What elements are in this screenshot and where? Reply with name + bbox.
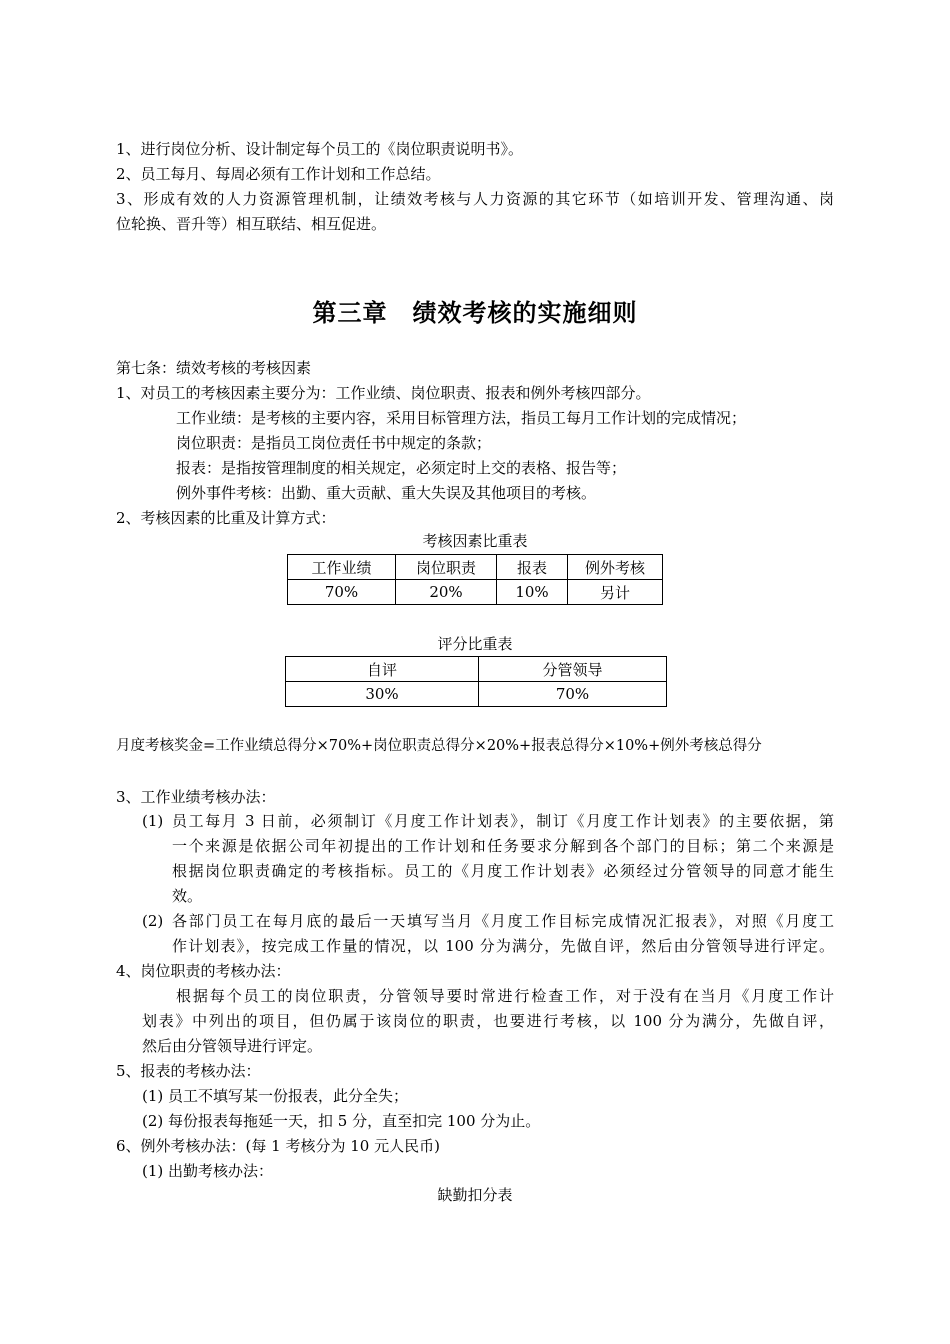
weight-header-cell: 报表 [497,555,568,580]
item-4-line-1: 根据每个员工的岗位职责，分管领导要时常进行检查工作，对于没有在当月《月度工作计 [176,987,834,1005]
table-row [288,580,663,605]
item-4-heading: 4、岗位职责的考核办法： [116,962,291,980]
chapter-title: 第三章 绩效考核的实施细则 [312,299,638,327]
item-3-p1-line-2: 一个来源是依据公司年初提出的工作计划和任务要求分解到各个部门的目标；第二个来源是 [172,837,834,855]
item-6-line-1: (1) 出勤考核办法： [142,1162,274,1180]
article-7-item-1: 1、对员工的考核因素主要分为：工作业绩、岗位职责、报表和例外考核四部分。 [116,384,651,402]
weight-header-cell: 例外考核 [568,555,663,580]
item-3-p2-number: (2) [142,912,164,930]
table-row [286,682,667,707]
article-7-item-2: 2、考核因素的比重及计算方式： [116,509,336,527]
item-3-p1-line-1: 员工每月 3 日前，必须制订《月度工作计划表》，制订《月度工作计划表》的主要依据，第 [172,812,834,830]
score-table-caption: 评分比重表 [437,635,513,653]
weight-value-cell: 70% [288,580,396,605]
weight-value-cell: 10% [497,580,568,605]
intro-item-3-line-2: 位轮换、晋升等）相互联结、相互促进。 [116,215,387,233]
item-5-line-1: (1) 员工不填写某一份报表，此分全失； [142,1087,409,1105]
score-header-cell: 分管领导 [479,657,667,682]
intro-item-1: 1、进行岗位分析、设计制定每个员工的《岗位职责说明书》。 [116,140,524,158]
intro-item-3-line-1: 3、形成有效的人力资源管理机制，让绩效考核与人力资源的其它环节（如培训开发、管理沟通、岗 [116,190,834,208]
weight-value-cell: 20% [396,580,497,605]
bonus-formula: 月度考核奖金=工作业绩总得分×70%+岗位职责总得分×20%+报表总得分×10%+例外考核总得分 [116,738,762,754]
weight-value-cell: 另计 [568,580,663,605]
item-3-p1-line-3: 根据岗位职责确定的考核指标。员工的《月度工作计划表》必须经过分管领导的同意才能生 [172,862,834,880]
weight-table [287,554,663,605]
weight-table-caption: 考核因素比重表 [422,532,528,550]
item-4-line-2: 划表》中列出的项目，但仍属于该岗位的职责，也要进行考核，以 100 分为满分，先做自评， [142,1012,834,1030]
item-3-p2-line-1: 各部门员工在每月底的最后一天填写当月《月度工作目标完成情况汇报表》，对照《月度工 [172,912,834,930]
item-6-heading: 6、例外考核办法：(每 1 考核分为 10 元人民币) [116,1137,440,1155]
factor-report: 报表：是指按管理制度的相关规定，必须定时上交的表格、报告等； [176,459,627,477]
item-3-p2-line-2: 作计划表》，按完成工作量的情况，以 100 分为满分，先做自评，然后由分管领导进行评定。 [172,937,834,955]
factor-job-duty: 岗位职责：是指员工岗位责任书中规定的条款； [176,434,492,452]
article-7-heading: 第七条：绩效考核的考核因素 [116,359,312,377]
factor-exception: 例外事件考核：出勤、重大贡献、重大失误及其他项目的考核。 [176,484,597,502]
item-5-heading: 5、报表的考核办法： [116,1062,261,1080]
item-5-line-2: (2) 每份报表每拖延一天，扣 5 分，直至扣完 100 分为止。 [142,1112,541,1130]
score-value-cell: 30% [286,682,479,707]
absence-table-caption: 缺勤扣分表 [437,1186,513,1204]
intro-item-2: 2、员工每月、每周必须有工作计划和工作总结。 [116,165,441,183]
weight-header-cell: 工作业绩 [288,555,396,580]
factor-work-performance: 工作业绩：是考核的主要内容，采用目标管理方法，指员工每月工作计划的完成情况； [176,409,747,427]
score-table [285,656,667,707]
score-value-cell: 70% [479,682,667,707]
item-3-heading: 3、工作业绩考核办法： [116,788,276,806]
item-4-line-3: 然后由分管领导进行评定。 [142,1037,323,1055]
table-row [286,657,667,682]
item-3-p1-line-4: 效。 [172,887,203,905]
item-3-p1-number: (1) [142,812,164,830]
table-row [288,555,663,580]
score-header-cell: 自评 [286,657,479,682]
weight-header-cell: 岗位职责 [396,555,497,580]
